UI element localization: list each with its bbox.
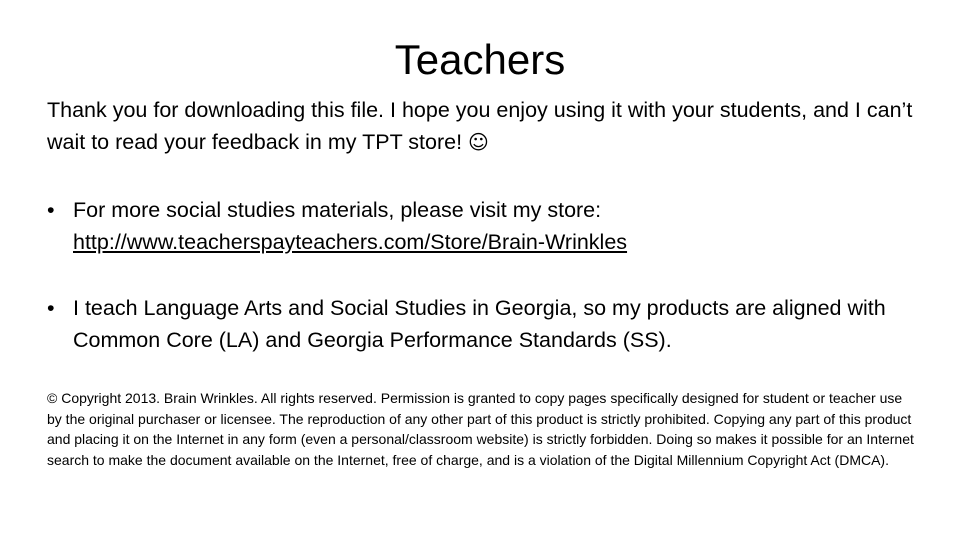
bullet-item-standards <box>47 292 927 356</box>
slide-title: Teachers <box>394 36 566 83</box>
intro-paragraph <box>47 94 927 158</box>
bullet-marker: • <box>47 296 55 320</box>
bullet-store-text: For more social studies materials, please visit my store: <box>73 198 602 222</box>
bullet-marker: • <box>47 198 55 222</box>
intro-text: Thank you for downloading this file. I hope you enjoy using it with your students, and I can’t wait to read your feedback in my TPT store! <box>47 98 913 154</box>
bullet-list <box>47 194 927 390</box>
bullet-item-store <box>47 194 927 258</box>
bullet-standards-text: I teach Language Arts and Social Studies in Georgia, so my products are aligned with Common Core (LA) and Georgia Performance Standards (SS). <box>73 296 886 352</box>
smiley-icon: ☺ <box>468 130 489 154</box>
store-link[interactable]: http://www.teacherspayteachers.com/Store/Brain-Wrinkles <box>73 230 628 254</box>
copyright-notice: © Copyright 2013. Brain Wrinkles. All rights reserved. Permission is granted to copy pages specifically designed for student or teacher use by the original purchaser or licensee. The reproduction of any other part of this product is strictly prohibited. Copying any part of this product and placing it on the Internet in any form (even a personal/classroom website) is strictly forbidden. Doing so makes it possible for an Internet search to make the document available on the Internet, free of charge, and is a violation of the Digital Millennium Copyright Act (DMCA). <box>47 390 914 468</box>
